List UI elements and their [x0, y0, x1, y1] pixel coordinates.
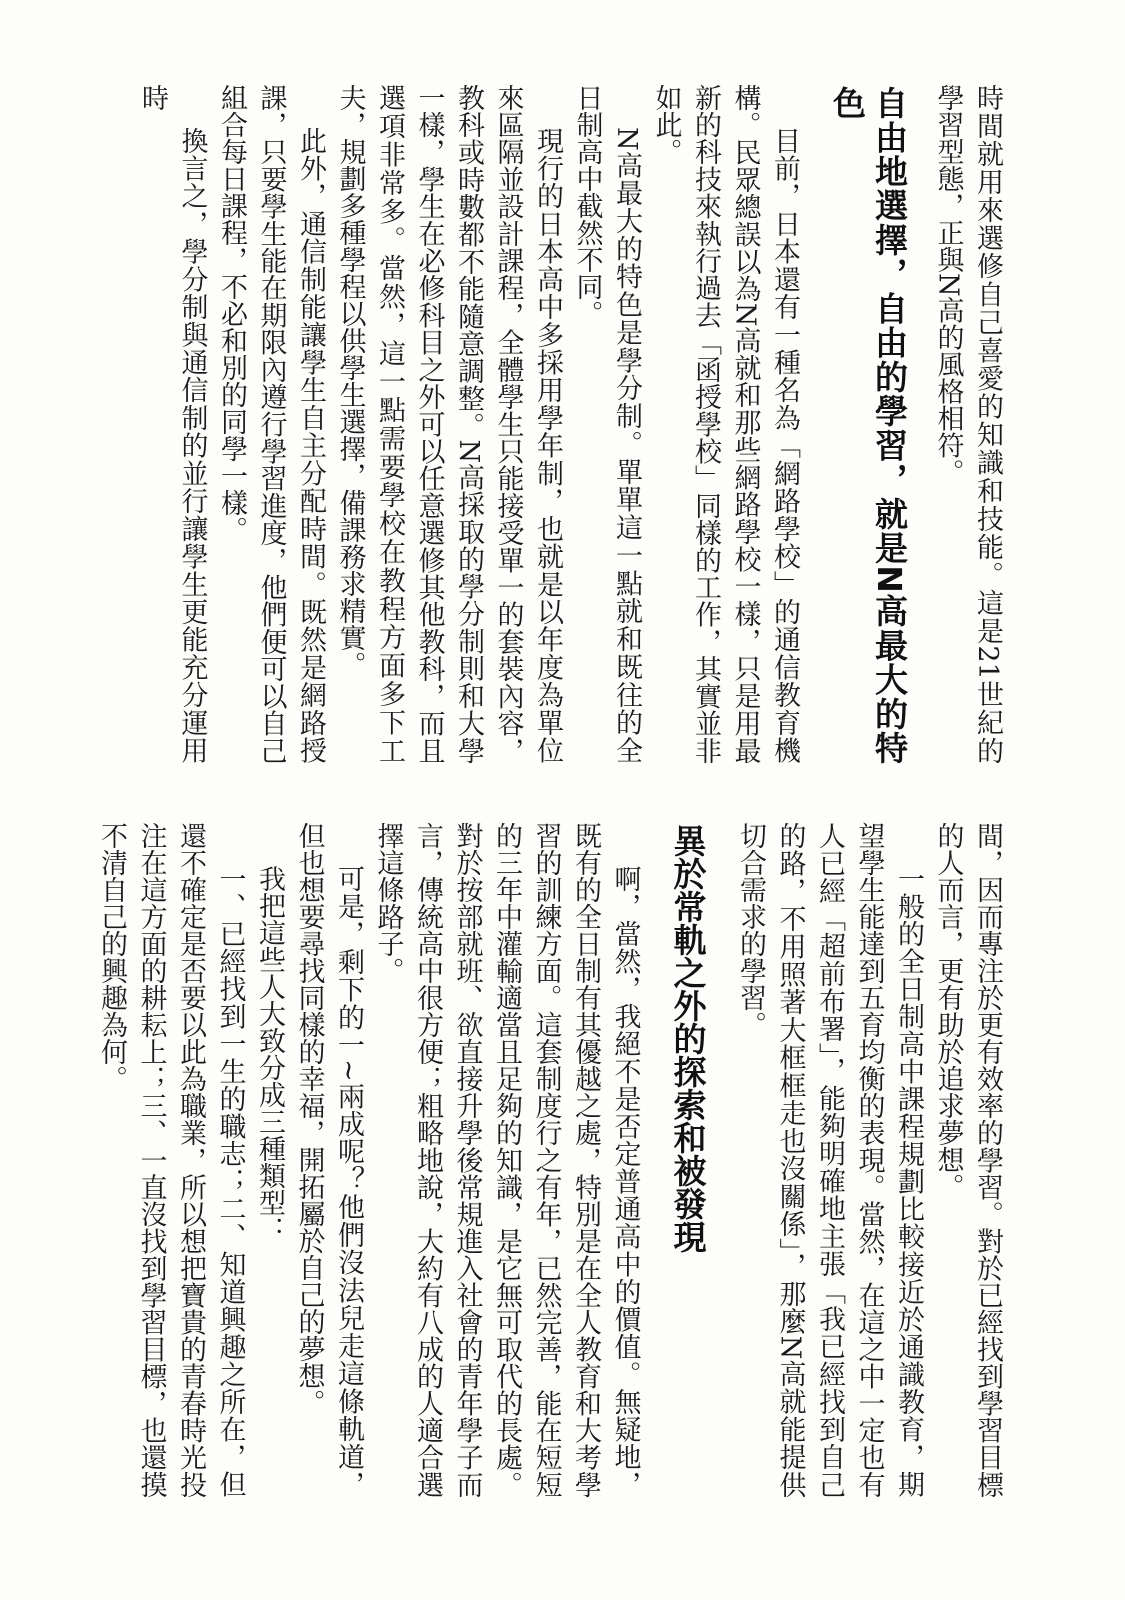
- paragraph: N高最大的特色是學分制。單單這一點就和既往的全日制高中截然不同。: [571, 84, 642, 764]
- paragraph: 啊，當然，我絕不是否定普通高中的價值。無疑地，既有的全日制有其優越之處，特別是在全人教育和大考學習的訓練方面。這套制度行之有年，已然完善，能在短短的三年中灌輸適當且足夠的知識，是它無可取代的長處。對於按部就班、欲直接升學後常規進入社會的青年學子而言，傳統高中很方便；粗略地說，大約有八成的人適合選擇這條路子。: [372, 822, 641, 1498]
- paragraph: 目前，日本還有一種名為「網路學校」的通信教育機構。民眾總誤以為N高就和那些網路學校一樣，只是用最新的科技來執行過去「函授學校」同樣的工作，其實並非如此。: [650, 84, 800, 764]
- paragraph: 間，因而專注於更有效率的學習。對於已經找到學習目標的人而言，更有助於追求夢想。: [932, 822, 1003, 1498]
- section-heading: 異於常軌之外的探索和被發現: [668, 824, 708, 1253]
- paragraph: 我把這些人大致分成三種類型：: [254, 865, 285, 1244]
- paragraph: 時間就用來選修自己喜愛的知識和技能。這是21世紀的學習型態，正與N高的風格相符。: [932, 84, 1003, 764]
- paragraph: 一般的全日制高中課程規劃比較接近於通識教育，期望學生能達到五育均衡的表現。當然，在這之中一定也有人已經「超前布署」，能夠明確地主張「我已經找到自己的路，不用照著大框框走也沒關係」，那麼N高就能提供切合需求的學習。: [735, 822, 924, 1498]
- bottom-text-block: [92, 822, 1008, 1498]
- paragraph: 一、已經找到一生的職志；二、知道興趣之所在，但還不確定是否要以此為職業，所以想把寶貴的青春時光投注在這方面的耕耘上；三、一直沒找到學習目標，也還摸不清自己的興趣為何。: [96, 822, 246, 1498]
- paragraph: 可是，剩下的一~兩成呢？他們沒法兒走這條軌道，但也想要尋找同樣的幸福，開拓屬於自己的夢想。: [293, 822, 364, 1498]
- top-text-block: [133, 84, 1008, 764]
- paragraph: 現行的日本高中多採用學年制，也就是以年度為單位來區隔並設計課程，全體學生只能接受單一的套裝內容，教科或時數都不能隨意調整。N高採取的學分制則和大學一樣，學生在必修科目之外可以任意選修其他教科，而且選項非常多。當然，這一點需要學校在教程方面多下工夫，規劃多種學程以供學生選擇，備課務求精實。: [334, 84, 563, 764]
- paragraph: 此外，通信制能讓學生自主分配時間。既然是網路授課，只要學生能在期限內遵行學習進度，他們便可以自己組合每日課程，不必和別的同學一樣。: [216, 84, 326, 764]
- paragraph: 換言之，學分制與通信制的並行讓學生更能充分運用時: [137, 84, 208, 764]
- section-heading: 自由地選擇，自由的學習，就是N高最大的特色: [828, 86, 909, 764]
